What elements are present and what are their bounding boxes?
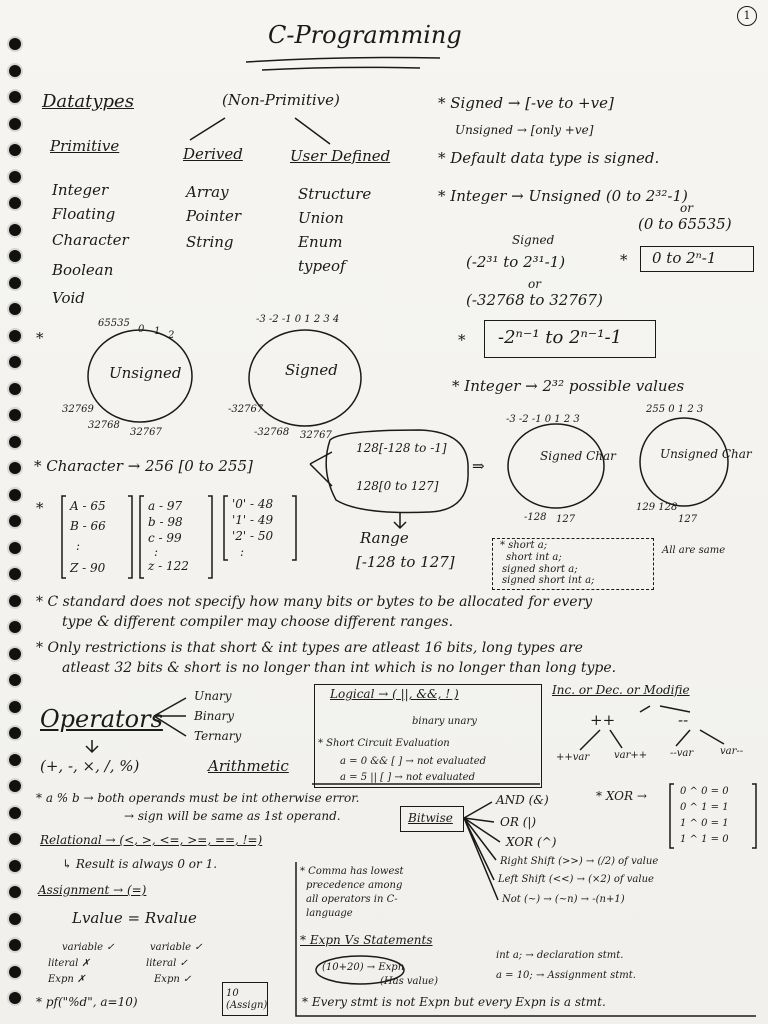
derived-item: Array <box>186 183 229 201</box>
rvalue-item: variable ✓ <box>150 942 203 953</box>
final-note: * Every stmt is not Expn but every Expn is a stmt. <box>302 995 606 1009</box>
binding-ring <box>9 277 21 289</box>
ascii-digit: '2' - 50 <box>232 529 274 543</box>
signed-tick-32767b: 32767 <box>300 430 332 441</box>
arith-list: (+, -, ×, /, %) <box>40 757 140 775</box>
or-text: or <box>528 277 541 291</box>
bitwise-item: AND (&) <box>496 793 549 807</box>
incdec-item: -- <box>678 711 689 729</box>
unsigned-char-tick-pos: 127 <box>678 514 698 525</box>
signed-tick-32767: -32767 <box>228 404 264 415</box>
binding-ring <box>9 674 21 686</box>
comma-note: language <box>306 908 353 919</box>
binding-ring <box>9 833 21 845</box>
rvalue-item: literal ✓ <box>146 958 188 969</box>
derived-heading: Derived <box>183 145 243 163</box>
short-line: signed short a; <box>502 564 578 575</box>
arith-label: Arithmetic <box>208 757 289 775</box>
standard-note: * Only restrictions is that short & int types are atleast 16 bits, long types are <box>36 640 583 656</box>
ascii-upper: Z - 90 <box>70 561 106 575</box>
branch-line <box>190 118 225 140</box>
short-circuit: * Short Circuit Evaluation <box>318 738 450 749</box>
unsigned-note: Unsigned → [only +ve] <box>455 123 594 137</box>
standard-note: type & different compiler may choose different ranges. <box>62 614 454 630</box>
expn-note: (Has value) <box>380 976 438 987</box>
spiral-binding <box>0 0 30 1024</box>
binding-ring <box>9 436 21 448</box>
range-value: [-128 to 127] <box>356 553 455 571</box>
binding-ring <box>9 409 21 421</box>
incdec-item: ++ <box>590 711 616 729</box>
user-defined-item: Union <box>298 209 344 227</box>
bitwise-box <box>400 806 464 832</box>
binding-ring <box>9 542 21 554</box>
signed-note: * Signed → [-ve to +ve] <box>438 94 614 112</box>
printf-box-text: 10 (Assign) <box>226 988 268 1011</box>
datatypes-heading: Datatypes <box>42 91 134 112</box>
logical-box <box>314 684 542 788</box>
or-text: or <box>680 201 693 215</box>
char-split-negative: 128[-128 to -1] <box>356 441 447 455</box>
expn-heading: * Expn Vs Statements <box>300 933 433 947</box>
unsigned-char-label: Unsigned Char <box>660 447 752 461</box>
ascii-lower: z - 122 <box>148 559 189 573</box>
binding-ring <box>9 118 21 130</box>
comma-note: all operators in C- <box>306 894 398 905</box>
operators-heading: Operators <box>40 705 163 733</box>
user-defined-heading: User Defined <box>290 147 391 165</box>
bitwise-item: Not (~) → (~n) → -(n+1) <box>502 894 625 905</box>
incdec-item: var++ <box>614 750 648 761</box>
incdec-item: var-- <box>720 746 744 757</box>
derived-item: String <box>186 233 234 251</box>
expn-example: (10+20) → Expn <box>322 962 405 973</box>
binding-ring <box>9 330 21 342</box>
operator-kind: Unary <box>194 689 232 703</box>
relational-note: ↳ Result is always 0 or 1. <box>62 857 218 871</box>
binding-ring <box>9 992 21 1004</box>
page-title: C-Programming <box>268 21 462 49</box>
binding-ring <box>9 780 21 792</box>
short-line: short int a; <box>506 552 562 563</box>
xor-label: * XOR → <box>596 789 647 803</box>
binding-ring <box>9 568 21 580</box>
implies-arrow: ⇒ <box>472 457 485 475</box>
binding-ring <box>9 595 21 607</box>
page-number: 1 <box>737 6 757 26</box>
binding-ring <box>9 939 21 951</box>
signed-range: (-2³¹ to 2³¹-1) <box>466 253 566 271</box>
ascii-digit: : <box>240 545 245 559</box>
primitive-item: Integer <box>52 181 109 199</box>
binding-ring <box>9 224 21 236</box>
binding-ring <box>9 462 21 474</box>
primitive-heading: Primitive <box>50 137 120 155</box>
ascii-digit: '0' - 48 <box>232 497 274 511</box>
incdec-item: ++var <box>556 752 590 763</box>
character-line: * Character → 256 [0 to 255] <box>34 457 253 475</box>
star: * <box>458 331 466 349</box>
operator-kind: Binary <box>194 709 235 723</box>
bitwise-branch <box>464 802 500 900</box>
boxed-unsigned-text: 0 to 2ⁿ-1 <box>652 249 717 267</box>
bitwise-item: Right Shift (>>) → (/2) of value <box>500 856 659 867</box>
star: * <box>36 329 44 347</box>
binding-ring <box>9 860 21 872</box>
bitwise-item: XOR (^) <box>506 835 557 849</box>
primitive-item: Character <box>52 231 129 249</box>
signed-circle-label: Signed <box>285 361 338 379</box>
lvalue-item: literal ✗ <box>48 958 90 969</box>
signed-label: Signed <box>512 233 555 247</box>
short-line: * short a; <box>500 540 548 551</box>
primitive-item: Boolean <box>52 261 114 279</box>
range-label: Range <box>360 529 409 547</box>
binding-ring <box>9 197 21 209</box>
incdec-heading: Inc. or Dec. or Modifie <box>552 683 690 697</box>
binding-ring <box>9 65 21 77</box>
boxed-signed-text: -2ⁿ⁻¹ to 2ⁿ⁻¹-1 <box>498 327 623 348</box>
unsigned-tick-0: 0 <box>138 324 145 335</box>
binding-ring <box>9 144 21 156</box>
xor-row: 1 ^ 0 = 1 <box>680 818 729 829</box>
unsigned-char-tick-neg: 129 128 <box>636 502 678 513</box>
user-defined-item: Enum <box>298 233 343 251</box>
xor-row: 0 ^ 1 = 1 <box>680 802 729 813</box>
binding-ring <box>9 515 21 527</box>
incdec-item: --var <box>670 748 694 759</box>
user-defined-item: Structure <box>298 185 372 203</box>
binding-ring <box>9 754 21 766</box>
binding-ring <box>9 807 21 819</box>
signed-char-circle <box>508 424 604 508</box>
binding-ring <box>9 383 21 395</box>
signed-char-ticks: -3 -2 -1 0 1 2 3 <box>506 414 580 425</box>
lvalue-rvalue: Lvalue = Rvalue <box>72 909 197 927</box>
possible-values-note: * Integer → 2³² possible values <box>452 377 685 395</box>
title-underline <box>262 67 420 70</box>
binding-ring <box>9 621 21 633</box>
user-defined-item: typeof <box>298 257 346 275</box>
signed-range-16: (-32768 to 32767) <box>466 291 603 309</box>
lvalue-item: Expn ✗ <box>48 974 86 985</box>
comma-note: precedence among <box>306 880 403 891</box>
decl-note: int a; → declaration stmt. <box>496 950 624 961</box>
ascii-lower: : <box>154 545 159 559</box>
bitwise-heading: Bitwise <box>408 811 453 825</box>
derived-item: Pointer <box>186 207 242 225</box>
default-note: * Default data type is signed. <box>438 149 660 167</box>
printf-example: * pf("%d", a=10) <box>36 995 138 1009</box>
primitive-item: Floating <box>52 205 116 223</box>
non-primitive-label: (Non-Primitive) <box>222 91 340 109</box>
assignment-line: Assignment → (=) <box>38 883 147 897</box>
binding-ring <box>9 886 21 898</box>
standard-note: atleast 32 bits & short is no longer than int which is no longer than long type. <box>62 660 617 676</box>
binding-ring <box>9 966 21 978</box>
char-arrows <box>310 452 332 486</box>
binding-ring <box>9 171 21 183</box>
operator-kind: Ternary <box>194 729 242 743</box>
logical-sub: binary unary <box>412 716 477 727</box>
signed-char-label: Signed Char <box>540 449 616 463</box>
branch-line <box>295 118 330 144</box>
ascii-upper: : <box>76 539 81 553</box>
star: * <box>36 499 44 517</box>
binding-ring <box>9 913 21 925</box>
integer-unsigned-note: * Integer → Unsigned (0 to 2³²-1) <box>438 187 688 205</box>
binding-ring <box>9 250 21 262</box>
ascii-upper: B - 66 <box>70 519 106 533</box>
rvalue-item: Expn ✓ <box>154 974 192 985</box>
unsigned-tick-32769: 32769 <box>62 404 94 415</box>
binding-ring <box>9 356 21 368</box>
ascii-lower: c - 99 <box>148 531 182 545</box>
xor-row: 1 ^ 1 = 0 <box>680 834 729 845</box>
bitwise-item: OR (|) <box>500 815 537 829</box>
short-circuit-ex1: a = 0 && [ ] → not evaluated <box>340 756 487 767</box>
comma-note: * Comma has lowest <box>300 866 404 877</box>
ascii-lower: b - 98 <box>148 515 183 529</box>
binding-ring <box>9 303 21 315</box>
range-65535: (0 to 65535) <box>638 215 732 233</box>
ascii-digit: '1' - 49 <box>232 513 274 527</box>
signed-char-tick-neg: -128 <box>524 512 547 523</box>
assign-stmt-note: a = 10; → Assignment stmt. <box>496 970 636 981</box>
modulo-note: * a % b → both operands must be int otherwise error. <box>36 791 360 805</box>
star: * <box>620 251 628 269</box>
unsigned-tick-1: 1 <box>154 326 161 337</box>
binding-ring <box>9 38 21 50</box>
xor-row: 0 ^ 0 = 0 <box>680 786 729 797</box>
unsigned-char-circle <box>640 418 728 506</box>
short-circuit-ex2: a = 5 || [ ] → not evaluated <box>340 772 475 783</box>
signed-ticks-top: -3 -2 -1 0 1 2 3 4 <box>256 314 340 325</box>
binding-ring <box>9 489 21 501</box>
unsigned-tick-32767: 32767 <box>130 427 162 438</box>
title-underline <box>246 58 440 63</box>
binding-ring <box>9 727 21 739</box>
range-arrow <box>394 512 406 528</box>
ascii-lower: a - 97 <box>148 499 183 513</box>
unsigned-tick-32768: 32768 <box>88 420 120 431</box>
primitive-item: Void <box>52 289 85 307</box>
relational-line: Relational → (<, >, <=, >=, ==, !=) <box>40 833 263 847</box>
ascii-upper: A - 65 <box>70 499 106 513</box>
short-line: signed short int a; <box>502 575 595 586</box>
binding-ring <box>9 701 21 713</box>
unsigned-tick-2: 2 <box>168 330 175 341</box>
unsigned-char-ticks: 255 0 1 2 3 <box>646 404 704 415</box>
logical-operators: Logical → ( ||, &&, ! ) <box>330 687 459 701</box>
modulo-note-2: → sign will be same as 1st operand. <box>124 809 341 823</box>
signed-char-tick-pos: 127 <box>556 514 576 525</box>
binding-ring <box>9 648 21 660</box>
binding-ring <box>9 91 21 103</box>
unsigned-circle-label: Unsigned <box>109 364 182 382</box>
char-split-positive: 128[0 to 127] <box>356 479 439 493</box>
standard-note: * C standard does not specify how many bits or bytes to be allocated for every <box>36 594 593 610</box>
lvalue-item: variable ✓ <box>62 942 115 953</box>
short-note: All are same <box>662 545 726 556</box>
bitwise-item: Left Shift (<<) → (×2) of value <box>498 874 654 885</box>
operators-arrow <box>86 740 98 752</box>
unsigned-tick-65535: 65535 <box>98 318 130 329</box>
signed-tick-32768: -32768 <box>254 427 290 438</box>
